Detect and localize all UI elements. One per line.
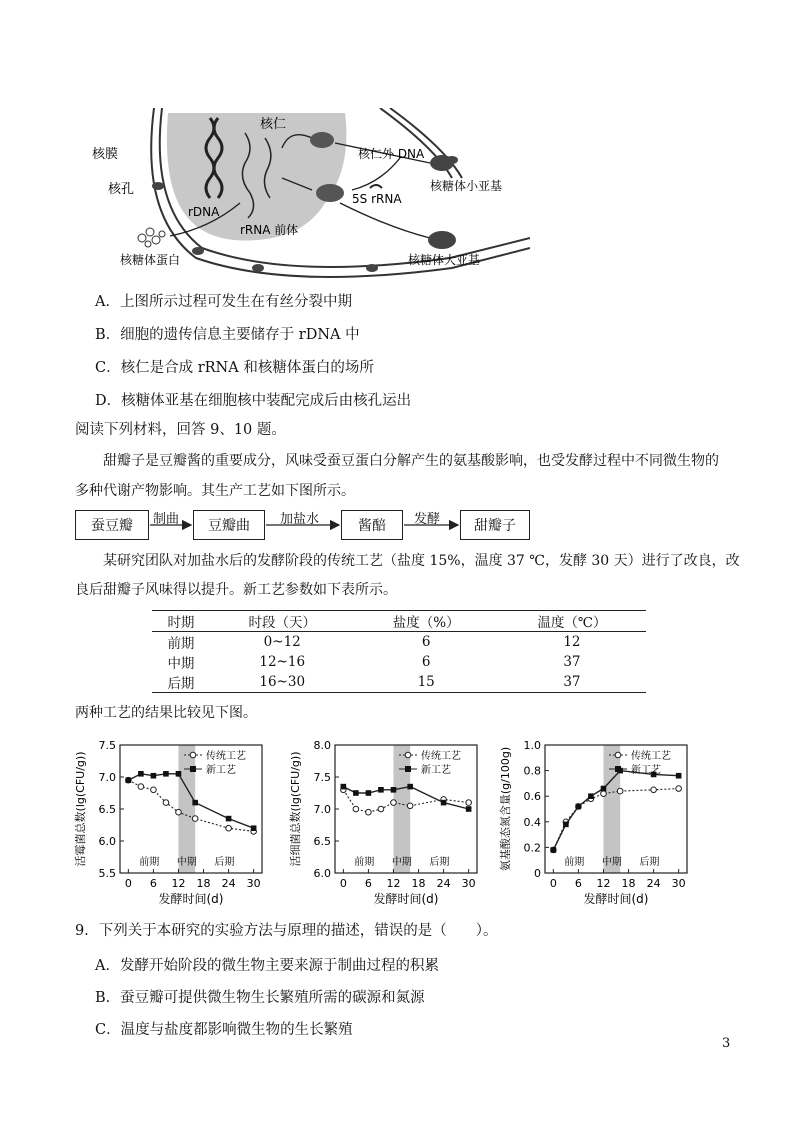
label-5s-rrna: 5S rRNA [352,192,402,206]
q8-option-d: D．核糖体亚基在细胞核中装配完成后由核孔运出 [95,393,412,409]
mid-phase-band [178,745,195,873]
phase-label: 前期 [354,857,375,868]
data-point-new [151,773,157,779]
x-tick-label: 12 [386,877,401,890]
label-extra-dna: 核仁外 DNA [358,147,425,161]
y-tick-label: 7.0 [313,803,331,816]
x-tick-label: 30 [461,877,476,890]
flow-box-4: 甜瓣子 [460,510,530,540]
y-tick-label: 8.0 [313,739,331,752]
x-tick-label: 24 [221,877,236,890]
q8-option-a: A．上图所示过程可发生在有丝分裂中期 [95,294,352,310]
y-tick-label: 6.5 [313,835,331,848]
data-point-new [226,816,232,822]
legend-label: 新工艺 [631,765,661,776]
table-cell: 后期 [152,672,210,693]
mid-phase-band [393,745,410,873]
flow-box-3: 酱醅 [341,510,403,540]
table-cell: 16~30 [210,672,355,693]
q9-option-a: A．发酵开始阶段的微生物主要来源于制曲过程的积累 [95,958,439,974]
data-point-traditional [163,800,169,806]
table-cell: 6 [421,654,431,670]
x-tick-label: 6 [574,877,582,890]
data-point-new [192,800,198,806]
data-point-traditional [226,825,232,831]
table-header: 盐度（%） [355,611,498,632]
table-row [152,632,646,653]
label-nucleolus: 核仁 [260,117,287,132]
data-point-new [353,790,359,796]
label-nuclear-membrane: 核膜 [92,147,119,162]
y-tick-label: 6.0 [313,867,331,880]
legend-label: 新工艺 [421,765,451,776]
x-axis-label: 发酵时间(d) [583,892,649,906]
x-tick-label: 0 [339,877,347,890]
table-cell: 前期 [167,636,195,652]
y-tick-label: 0.2 [523,841,541,855]
data-point-traditional [651,787,657,793]
data-point-traditional [366,809,372,815]
y-tick-label: 6.0 [98,835,116,848]
legend-marker [405,752,411,758]
data-point-traditional [192,816,198,822]
ribosomal-protein-icon [138,228,165,247]
passage-para2-line2: 良后甜瓣子风味得以提升。新工艺参数如下表所示。 [75,582,397,598]
x-tick-label: 24 [436,877,451,890]
passage-para1-line1: 甜瓣子是豆瓣酱的重要成分，风味受蚕豆蛋白分解产生的氨基酸影响，也受发酵过程中不同微生物的 [103,453,719,469]
table-header: 时段（天） [210,611,355,632]
flow-label-3: 发酵 [414,512,441,527]
data-point-traditional [176,809,182,815]
legend-marker [190,752,196,758]
legend-label: 传统工艺 [631,751,671,762]
legend-label: 传统工艺 [421,751,461,762]
flow-box-2: 豆瓣曲 [193,510,265,540]
y-tick-label: 0.6 [523,790,541,804]
mid-phase-band [603,745,620,873]
legend-marker [405,766,411,772]
data-point-new [676,773,682,779]
y-tick-label: 0 [534,867,541,880]
x-tick-label: 6 [149,877,157,890]
page-number: 3 [722,1036,731,1051]
large-subunit-icon [428,231,456,249]
x-tick-label: 0 [549,877,557,890]
y-tick-label: 0.8 [523,764,541,778]
label-rdna: rDNA [188,205,220,219]
table-cell: 12~16 [259,654,306,670]
table-cell: 12 [563,634,581,650]
phase-label: 中期 [601,857,622,868]
ribosome-subunit-icon [310,132,334,148]
x-tick-label: 18 [621,877,636,890]
phase-label: 前期 [564,857,585,868]
y-tick-label: 1.0 [523,739,541,752]
x-tick-label: 18 [196,877,211,890]
legend-marker [190,766,196,772]
data-point-new [551,847,557,853]
x-tick-label: 0 [124,877,132,890]
data-point-traditional [601,791,607,797]
table-cell: 37 [563,654,581,670]
phase-label: 后期 [429,857,450,868]
data-point-traditional [676,786,682,792]
label-rrna-precursor: rRNA 前体 [240,223,299,237]
phase-label: 后期 [639,857,660,868]
data-point-traditional [407,803,413,809]
data-point-new [563,822,569,828]
data-point-new [126,777,132,783]
x-tick-label: 18 [411,877,426,890]
data-point-traditional [617,788,623,794]
chart-bacteria-count [285,735,490,910]
data-point-new [341,784,347,790]
data-point-new [601,786,607,792]
label-large-subunit: 核糖体大亚基 [408,253,481,267]
phase-label: 中期 [176,857,197,868]
q9-option-b: B．蚕豆瓣可提供微生物生长繁殖所需的碳源和氮源 [95,990,425,1006]
passage-intro: 阅读下列材料，回答 9、10 题。 [75,422,286,438]
data-point-new [138,771,144,777]
legend-marker [615,752,621,758]
legend-label: 新工艺 [206,765,236,776]
table-header: 时期 [152,611,210,632]
data-point-new [378,787,384,793]
y-tick-label: 7.5 [313,771,331,784]
parameter-table [152,610,646,693]
x-tick-label: 30 [671,877,686,890]
passage-para2-line1: 某研究团队对加盐水后的发酵阶段的传统工艺（盐度 15%，温度 37 ℃，发酵 30 天）进行了改良，改 [103,553,740,569]
y-axis-label: 活细菌总数(lg(CFU/g)) [289,751,302,867]
flow-box-1: 蚕豆瓣 [75,510,149,540]
data-point-traditional [151,787,157,793]
q8-option-b: B．细胞的遗传信息主要储存于 rDNA 中 [95,327,360,343]
y-axis-label: 活霉菌总数(lg(CFU/g)) [74,751,87,867]
y-tick-label: 6.5 [98,803,116,816]
data-point-new [441,800,447,806]
data-point-new [176,771,182,777]
y-axis-label: 氨基酸态氮含量(g/100g) [499,746,512,872]
y-tick-label: 7.5 [98,739,116,752]
x-axis-label: 发酵时间(d) [373,892,439,906]
nucleolus-region [167,113,347,241]
flow-label-1: 制曲 [153,512,180,527]
data-point-new [163,771,169,777]
data-point-new [407,784,413,790]
data-point-traditional [391,800,397,806]
nucleolus-diagram [90,108,530,278]
results-intro: 两种工艺的结果比较见下图。 [75,705,257,721]
y-tick-label: 0.4 [523,815,541,829]
data-point-new [366,790,372,796]
label-small-subunit: 核糖体小亚基 [430,179,503,193]
flow-label-2: 加盐水 [280,512,320,527]
data-point-traditional [138,784,144,790]
data-point-new [576,804,582,810]
x-tick-label: 12 [596,877,611,890]
small-subunit-icon [430,155,454,171]
data-point-new [391,787,397,793]
x-axis-label: 发酵时间(d) [158,892,224,906]
label-nuclear-pore: 核孔 [108,182,135,197]
q9-stem: 9．下列关于本研究的实验方法与原理的描述，错误的是（ ）。 [75,923,498,939]
table-row [152,672,646,693]
legend-label: 传统工艺 [206,751,246,762]
ribosome-subunit-icon [316,184,344,202]
passage-para1-line2: 多种代谢产物影响。其生产工艺如下图所示。 [75,483,355,499]
legend-marker [615,766,621,772]
table-cell: 0~12 [263,634,301,650]
x-tick-label: 12 [171,877,186,890]
q9-option-c: C．温度与盐度都影响微生物的生长繁殖 [95,1022,353,1038]
y-tick-label: 7.0 [98,771,116,784]
data-point-new [588,793,594,799]
table-cell: 37 [498,672,646,693]
table-cell: 15 [355,672,498,693]
flow-arrows [0,500,800,550]
y-tick-label: 5.5 [98,867,116,880]
data-point-traditional [378,806,384,812]
chart-amino-nitrogen [495,735,700,910]
phase-label: 中期 [391,857,412,868]
x-tick-label: 6 [364,877,372,890]
x-tick-label: 30 [246,877,261,890]
q8-option-c: C．核仁是合成 rRNA 和核糖体蛋白的场所 [95,360,374,376]
table-row [152,652,646,672]
data-point-traditional [353,806,359,812]
data-point-traditional [466,800,472,806]
chart-mold-count [70,735,275,910]
table-cell: 6 [421,634,431,650]
phase-label: 前期 [139,857,160,868]
phase-label: 后期 [214,857,235,868]
x-tick-label: 24 [646,877,661,890]
data-point-new [466,806,472,812]
table-header: 温度（℃） [498,611,646,632]
table-cell: 中期 [167,656,195,672]
data-point-new [251,825,257,831]
label-ribosomal-protein: 核糖体蛋白 [120,253,181,267]
